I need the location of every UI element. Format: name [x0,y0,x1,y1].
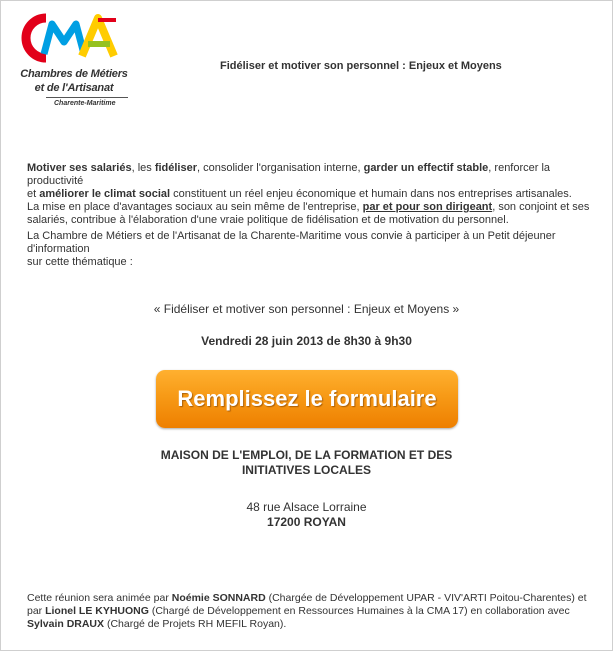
intro-bold-3: garder un effectif stable [363,162,489,174]
invite-line2: sur cette thématique : [27,256,133,268]
invite-line1: La Chambre de Métiers et de l'Artisanat de la Charente-Maritime vous convie à participer à un Petit déjeuner d'information [27,230,556,255]
logo-line2: et de l'Artisanat [34,82,114,94]
venue-address [0,500,613,530]
intro-text-8: salariés, contribue à l'élaboration d'une vraie politique de fidélisation et de motivation du personnel. [27,214,509,226]
address-city: 17200 ROYAN [267,515,346,529]
intro-text-1: , les [131,162,155,174]
logo-divider [46,97,128,98]
intro-text-4: et [27,188,40,200]
event-title: « Fidéliser et motiver son personnel : Enjeux et Moyens » [153,302,460,316]
intro-bold-2: fidéliser [154,162,197,174]
intro-text-6: La mise en place d'avantages sociaux au sein même de l'entreprise, [27,201,363,213]
invite-paragraph [27,230,597,269]
logo-line1: Chambres de Métiers [20,68,128,80]
intro-underlined: par et pour son dirigeant [362,201,493,213]
intro-text-3: , renforcer la productivité [27,162,551,187]
footer-text-5: (Chargé de Projets RH MEFIL Royan). [104,618,287,630]
footer-name-1: Noémie SONNARD [171,592,266,604]
event-date: Vendredi 28 juin 2013 de 8h30 à 9h30 [201,334,412,348]
logo-a-shape [82,18,114,56]
venue-line2: INITIATIVES LOCALES [241,463,372,477]
intro-text-2: , consolider l'organisation interne, [197,162,364,174]
intro-bold-4: améliorer le climat social [39,188,171,200]
intro-text-7: , son conjoint et ses [492,201,590,213]
venue-name [0,448,613,478]
footer-text-2: (Chargée de Développement UPAR - VIV'ARTI Poitou-Charentes) et [265,592,587,604]
intro-text-5: constituent un réel enjeu économique et humain dans nos entreprises artisanales. [170,188,572,200]
venue-line1: MAISON DE L'EMPLOI, DE LA FORMATION ET DES [160,448,453,462]
logo-subtitle: Charente-Maritime [54,100,116,107]
footer-paragraph [27,592,597,631]
intro-paragraph [27,162,597,227]
footer-name-2: Lionel LE KYHUONG [45,605,149,617]
header-title: Fidéliser et motiver son personnel : Enjeux et Moyens [220,60,502,72]
footer-text-3: par [27,605,46,617]
intro-bold-1: Motiver ses salariés [27,162,132,174]
fill-form-button[interactable]: Remplissez le formulaire [156,370,458,428]
cma-logo [16,10,126,110]
address-street: 48 rue Alsace Lorraine [246,500,367,514]
cma-logo-graphic [16,10,126,68]
footer-name-3: Sylvain DRAUX [27,618,105,630]
footer-text-1: Cette réunion sera animée par [27,592,172,604]
logo-m-shape [44,24,84,54]
footer-text-4: (Chargé de Développement en Ressources Humaines à la CMA 17) en collaboration avec [148,605,570,617]
